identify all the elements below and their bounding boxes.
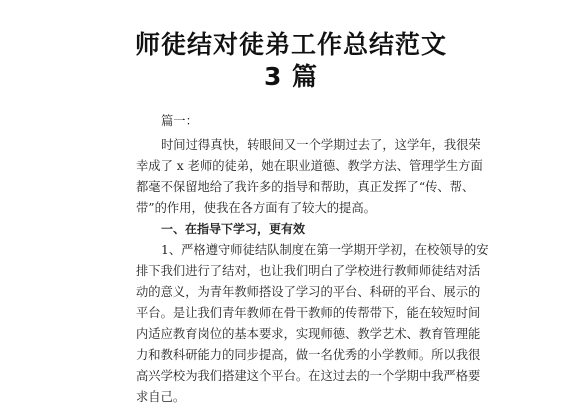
paragraph-line: 幸成了 x 老师的徒弟，她在职业道德、教学方法、管理学生方面: [136, 159, 483, 173]
paragraph-line: 内适应教育岗位的基本要求，实现师德、教学艺术、教育管理能: [136, 327, 481, 341]
paragraph-line: 动的意义，为青年教师搭设了学习的平台、科研的平台、展示的: [136, 285, 481, 299]
document-title-line-2: 3 篇: [263, 62, 319, 91]
section-label: 篇一：: [161, 114, 198, 128]
section-heading: 一、在指导下学习，更有效: [161, 222, 306, 236]
paragraph-line: 平台。是让我们青年教师在骨干教师的传帮带下，能在较短时间: [136, 306, 481, 320]
paragraph-line: 时间过得真快，转眼间又一个学期过去了，这学年，我很荣: [161, 138, 481, 152]
paragraph-line: 都毫不保留地给了我许多的指导和帮助，真正发挥了“传、帮、: [136, 180, 475, 194]
paragraph-line: 力和教科研能力的同步提高，做一名优秀的小学教师。所以我很: [136, 348, 481, 362]
document-title-line-1: 师徒结对徒弟工作总结范文: [134, 30, 447, 59]
paragraph-line: 带”的作用，使我在各方面有了较大的提高。: [136, 201, 376, 215]
paragraph-line: 高兴学校为我们搭建这个平台。在这过去的一个学期中我严格要: [136, 369, 481, 383]
paragraph-line: 1、严格遵守师徒结队制度在第一学期开学初，在校领导的安: [161, 243, 489, 257]
paragraph-line: 排下我们进行了结对，也让我们明白了学校进行教师师徒结对活: [136, 264, 481, 278]
paragraph-line: 求自己。: [136, 390, 186, 404]
